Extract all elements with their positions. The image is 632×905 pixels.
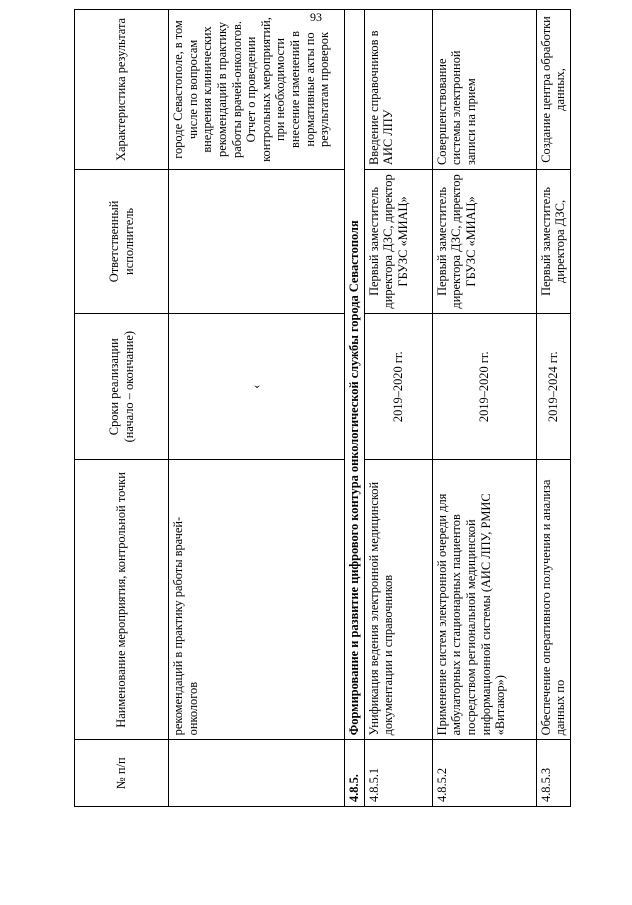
cell-responsible: Первый заместитель директора ДЗС, директор ГБУЗС «МИАЦ» bbox=[364, 169, 432, 313]
cell-responsible bbox=[169, 169, 345, 313]
cell-period: ‹ bbox=[169, 313, 345, 460]
cell-number: 4.8.5.2 bbox=[432, 740, 536, 807]
cell-number: 4.8.5.3 bbox=[536, 740, 570, 807]
cell-result: Создание центра обработки данных, bbox=[536, 10, 570, 170]
header-result: Характеристика результата bbox=[75, 10, 169, 170]
section-number: 4.8.5. bbox=[345, 740, 365, 807]
section-row bbox=[345, 10, 365, 807]
cell-responsible: Первый заместитель директора ДЗС, bbox=[536, 169, 570, 313]
header-number: № п/п bbox=[75, 740, 169, 807]
table-row bbox=[536, 10, 570, 807]
cell-name: Обеспечение оперативного получения и анализа данных по bbox=[536, 460, 570, 740]
measures-table bbox=[74, 9, 571, 807]
table-row bbox=[364, 10, 432, 807]
table-header-row bbox=[75, 10, 169, 807]
cell-result: Введение справочников в АИС ЛПУ bbox=[364, 10, 432, 170]
cell-name: рекомендаций в практику работы врачей-онкологов bbox=[169, 460, 345, 740]
header-name: Наименование мероприятия, контрольной точки bbox=[75, 460, 169, 740]
table-row bbox=[169, 10, 345, 807]
cell-result: городе Севастополе, в том числе по вопросам внедрения клинических рекомендаций в практику работы врачей-онкологов. Отчет о проведении контрольных мероприятий, при необходимости внесение изменений в нормативные акты по результатам проверок bbox=[169, 10, 345, 170]
section-title: Формирование и развитие цифрового контура онкологической службы города Севастополя bbox=[345, 10, 365, 740]
cell-responsible: Первый заместитель директора ДЗС, директор ГБУЗС «МИАЦ» bbox=[432, 169, 536, 313]
table-row bbox=[432, 10, 536, 807]
cell-number: 4.8.5.1 bbox=[364, 740, 432, 807]
rotated-table-wrapper bbox=[74, 9, 568, 807]
header-responsible: Ответственный исполнитель bbox=[75, 169, 169, 313]
cell-name: Унификация ведения электронной медицинской документации и справочников bbox=[364, 460, 432, 740]
cell-period: 2019–2024 гг. bbox=[536, 313, 570, 460]
cell-period: 2019–2020 гг. bbox=[432, 313, 536, 460]
cell-name: Применение систем электронной очереди для амбулаторных и стационарных пациентов посредством региональной медицинской информационной системы (АИС ЛПУ, РМИС «Витакор») bbox=[432, 460, 536, 740]
header-period: Сроки реализации (начало – окончание) bbox=[75, 313, 169, 460]
cell-period: 2019–2020 гг. bbox=[364, 313, 432, 460]
cell-result: Совершенствование системы электронной записи на прием bbox=[432, 10, 536, 170]
cell-number bbox=[169, 740, 345, 807]
page-number: 93 bbox=[310, 10, 322, 24]
